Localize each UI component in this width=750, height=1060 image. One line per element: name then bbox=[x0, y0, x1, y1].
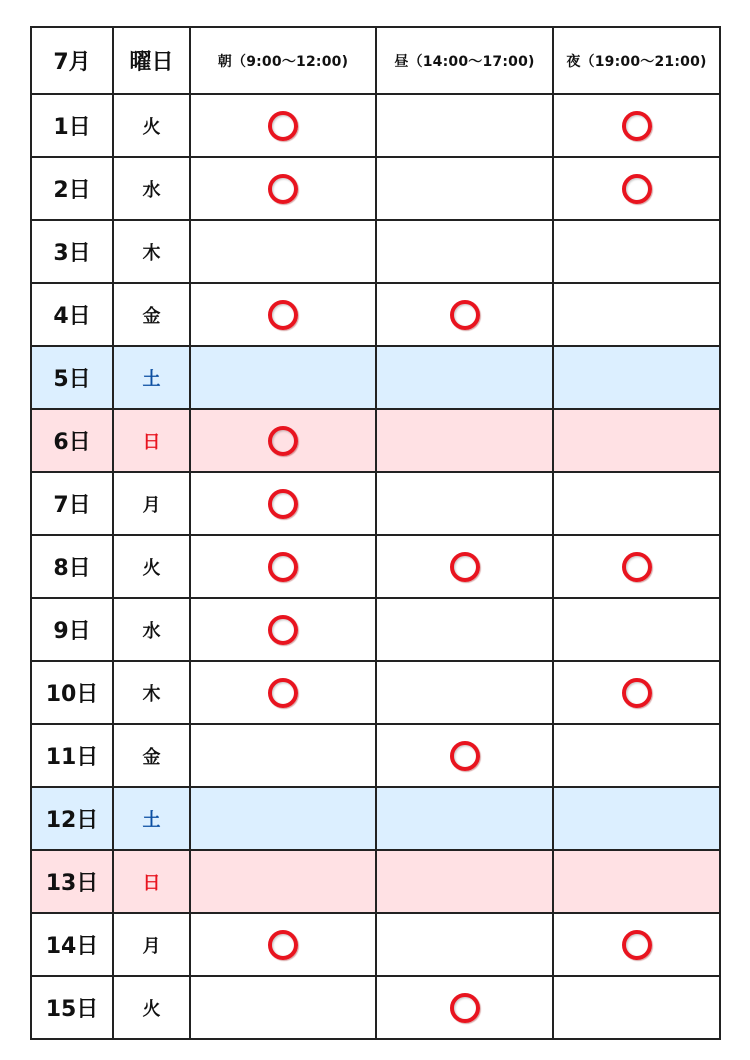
afternoon-slot-cell bbox=[376, 157, 553, 220]
red-circle-icon bbox=[622, 930, 652, 960]
weekday-cell: 日 bbox=[113, 850, 190, 913]
table-row bbox=[31, 850, 720, 913]
schedule-table bbox=[30, 26, 721, 1040]
weekday-cell: 火 bbox=[113, 535, 190, 598]
red-circle-icon bbox=[450, 741, 480, 771]
afternoon-slot-cell bbox=[376, 661, 553, 724]
red-circle-icon bbox=[450, 552, 480, 582]
afternoon-slot-cell bbox=[376, 472, 553, 535]
evening-slot-header: 夜（19:00〜21:00) bbox=[553, 27, 720, 94]
date-cell: 12日 bbox=[31, 787, 113, 850]
morning-slot-cell bbox=[190, 472, 376, 535]
date-cell: 5日 bbox=[31, 346, 113, 409]
afternoon-slot-cell bbox=[376, 976, 553, 1039]
evening-slot-cell bbox=[553, 94, 720, 157]
date-cell: 9日 bbox=[31, 598, 113, 661]
weekday-header: 曜日 bbox=[113, 27, 190, 94]
afternoon-slot-cell bbox=[376, 220, 553, 283]
morning-slot-cell bbox=[190, 409, 376, 472]
afternoon-slot-cell bbox=[376, 346, 553, 409]
afternoon-slot-cell bbox=[376, 913, 553, 976]
table-row bbox=[31, 976, 720, 1039]
evening-slot-cell bbox=[553, 346, 720, 409]
red-circle-icon bbox=[268, 552, 298, 582]
red-circle-icon bbox=[268, 489, 298, 519]
afternoon-slot-cell bbox=[376, 409, 553, 472]
red-circle-icon bbox=[268, 615, 298, 645]
weekday-cell: 水 bbox=[113, 157, 190, 220]
table-row bbox=[31, 409, 720, 472]
morning-slot-cell bbox=[190, 976, 376, 1039]
morning-slot-cell bbox=[190, 346, 376, 409]
date-cell: 3日 bbox=[31, 220, 113, 283]
date-cell: 15日 bbox=[31, 976, 113, 1039]
red-circle-icon bbox=[268, 930, 298, 960]
afternoon-slot-cell bbox=[376, 535, 553, 598]
morning-slot-cell bbox=[190, 724, 376, 787]
month-header: 7月 bbox=[31, 27, 113, 94]
afternoon-slot-cell bbox=[376, 850, 553, 913]
table-row bbox=[31, 472, 720, 535]
weekday-cell: 土 bbox=[113, 787, 190, 850]
weekday-cell: 金 bbox=[113, 283, 190, 346]
weekday-cell: 月 bbox=[113, 913, 190, 976]
red-circle-icon bbox=[450, 300, 480, 330]
afternoon-slot-header: 昼（14:00〜17:00) bbox=[376, 27, 553, 94]
evening-slot-cell bbox=[553, 220, 720, 283]
table-row bbox=[31, 535, 720, 598]
afternoon-slot-cell bbox=[376, 598, 553, 661]
morning-slot-cell bbox=[190, 598, 376, 661]
red-circle-icon bbox=[622, 552, 652, 582]
afternoon-slot-cell bbox=[376, 283, 553, 346]
evening-slot-cell bbox=[553, 976, 720, 1039]
weekday-cell: 木 bbox=[113, 661, 190, 724]
table-row bbox=[31, 220, 720, 283]
weekday-cell: 土 bbox=[113, 346, 190, 409]
morning-slot-cell bbox=[190, 535, 376, 598]
weekday-cell: 金 bbox=[113, 724, 190, 787]
morning-slot-cell bbox=[190, 157, 376, 220]
table-row bbox=[31, 283, 720, 346]
red-circle-icon bbox=[622, 111, 652, 141]
table-row bbox=[31, 661, 720, 724]
morning-slot-cell bbox=[190, 787, 376, 850]
table-row bbox=[31, 94, 720, 157]
evening-slot-cell bbox=[553, 913, 720, 976]
morning-slot-cell bbox=[190, 283, 376, 346]
evening-slot-cell bbox=[553, 598, 720, 661]
table-row bbox=[31, 598, 720, 661]
evening-slot-cell bbox=[553, 787, 720, 850]
morning-slot-cell bbox=[190, 220, 376, 283]
evening-slot-cell bbox=[553, 535, 720, 598]
table-row bbox=[31, 787, 720, 850]
afternoon-slot-cell bbox=[376, 94, 553, 157]
weekday-cell: 火 bbox=[113, 976, 190, 1039]
red-circle-icon bbox=[268, 111, 298, 141]
morning-slot-cell bbox=[190, 850, 376, 913]
weekday-cell: 月 bbox=[113, 472, 190, 535]
weekday-cell: 水 bbox=[113, 598, 190, 661]
date-cell: 7日 bbox=[31, 472, 113, 535]
date-cell: 8日 bbox=[31, 535, 113, 598]
red-circle-icon bbox=[622, 174, 652, 204]
red-circle-icon bbox=[450, 993, 480, 1023]
date-cell: 4日 bbox=[31, 283, 113, 346]
evening-slot-cell bbox=[553, 283, 720, 346]
date-cell: 2日 bbox=[31, 157, 113, 220]
evening-slot-cell bbox=[553, 157, 720, 220]
date-cell: 1日 bbox=[31, 94, 113, 157]
red-circle-icon bbox=[268, 678, 298, 708]
red-circle-icon bbox=[268, 426, 298, 456]
afternoon-slot-cell bbox=[376, 724, 553, 787]
evening-slot-cell bbox=[553, 850, 720, 913]
date-cell: 6日 bbox=[31, 409, 113, 472]
evening-slot-cell bbox=[553, 724, 720, 787]
date-cell: 13日 bbox=[31, 850, 113, 913]
table-row bbox=[31, 157, 720, 220]
red-circle-icon bbox=[268, 300, 298, 330]
afternoon-slot-cell bbox=[376, 787, 553, 850]
evening-slot-cell bbox=[553, 661, 720, 724]
evening-slot-cell bbox=[553, 472, 720, 535]
morning-slot-cell bbox=[190, 913, 376, 976]
red-circle-icon bbox=[622, 678, 652, 708]
morning-slot-cell bbox=[190, 94, 376, 157]
red-circle-icon bbox=[268, 174, 298, 204]
date-cell: 11日 bbox=[31, 724, 113, 787]
morning-slot-header: 朝（9:00〜12:00) bbox=[190, 27, 376, 94]
morning-slot-cell bbox=[190, 661, 376, 724]
table-row bbox=[31, 346, 720, 409]
header-row bbox=[31, 27, 720, 94]
weekday-cell: 木 bbox=[113, 220, 190, 283]
date-cell: 14日 bbox=[31, 913, 113, 976]
table-row bbox=[31, 724, 720, 787]
weekday-cell: 日 bbox=[113, 409, 190, 472]
table-row bbox=[31, 913, 720, 976]
evening-slot-cell bbox=[553, 409, 720, 472]
date-cell: 10日 bbox=[31, 661, 113, 724]
schedule-body bbox=[31, 94, 720, 1039]
weekday-cell: 火 bbox=[113, 94, 190, 157]
